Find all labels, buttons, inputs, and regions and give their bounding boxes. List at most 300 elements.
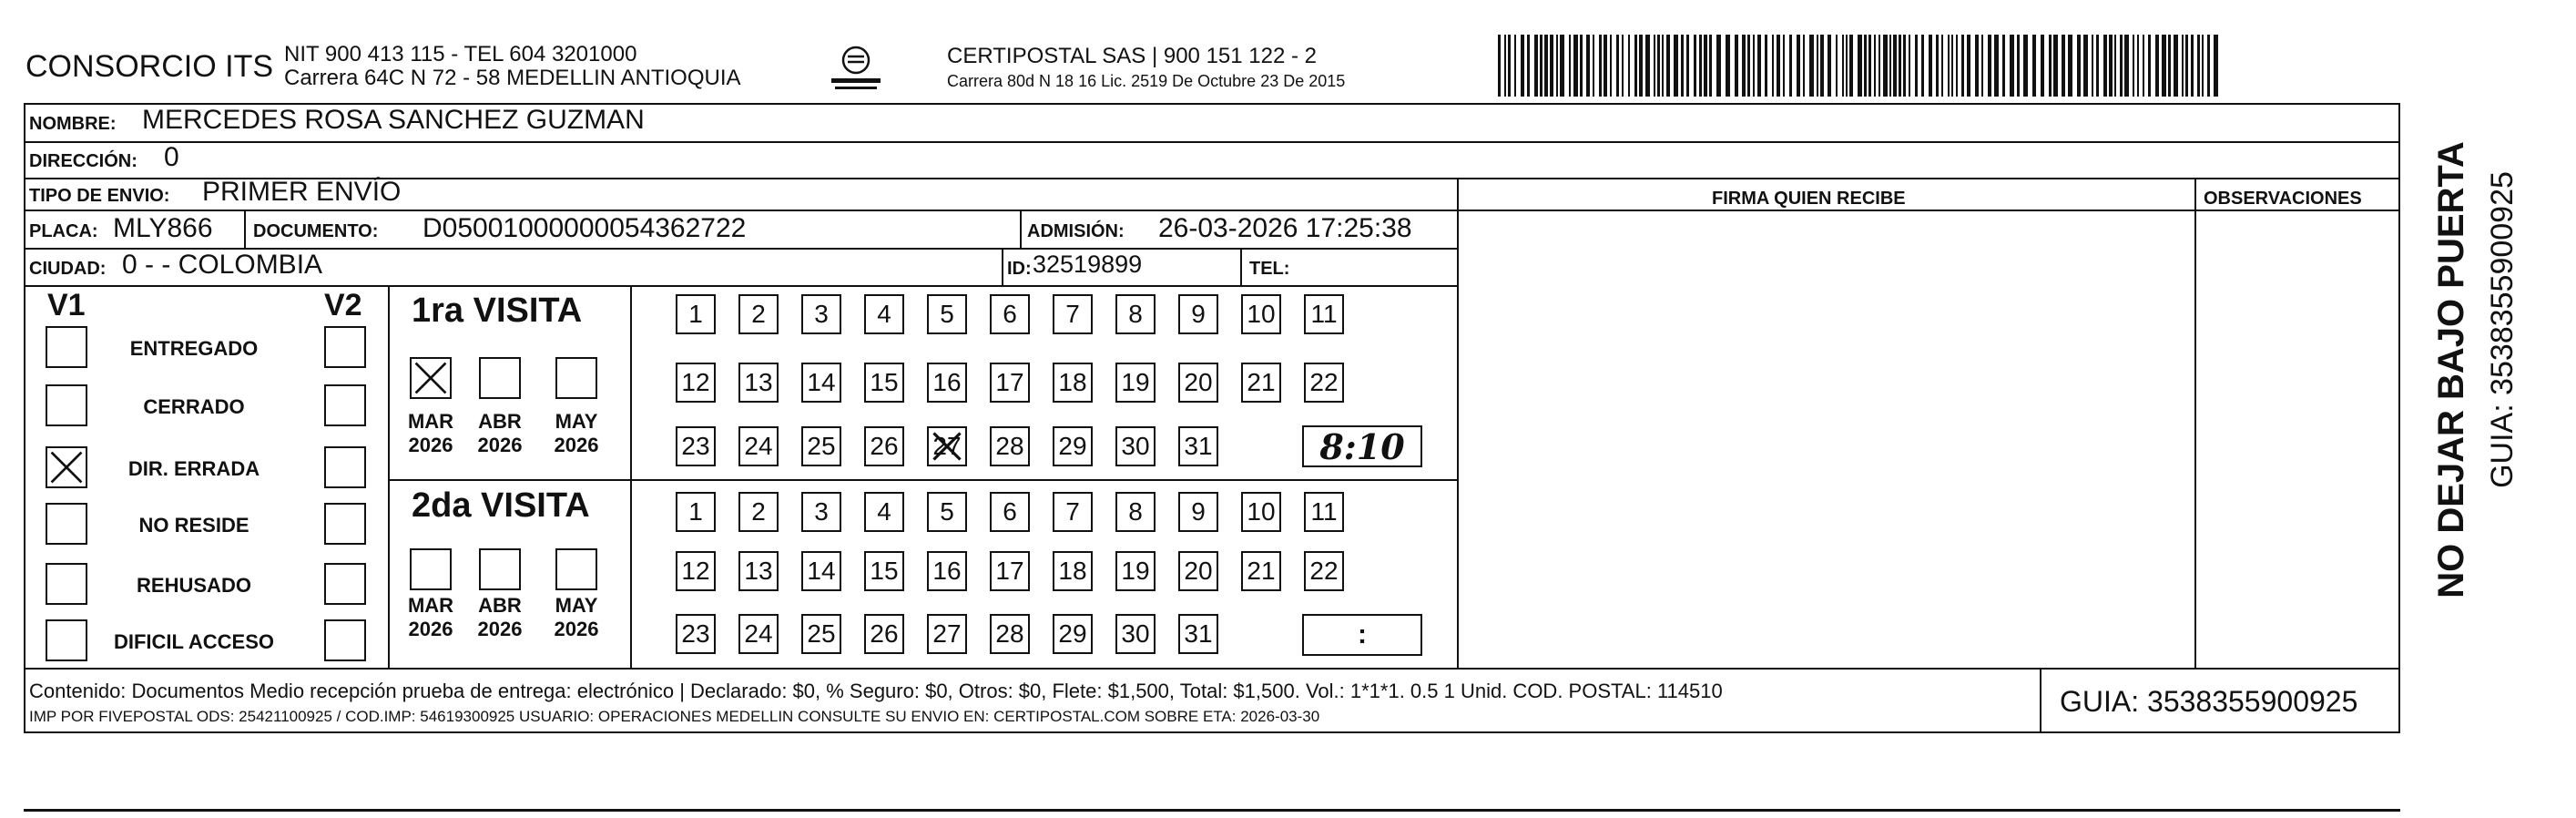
barcode-bar [1504, 35, 1506, 97]
visit1-day-number: 16 [932, 368, 962, 396]
barcode-bar [1622, 35, 1624, 97]
visit1-day-box [990, 363, 1030, 403]
barcode-bar [1951, 35, 1953, 97]
status-label: ENTREGADO [129, 337, 259, 360]
visit1-day-number: 30 [1121, 432, 1150, 460]
visit2-year-label: 2026 [408, 618, 453, 640]
barcode-bar [2103, 35, 2107, 97]
barcode-bar [2120, 35, 2123, 97]
barcode-bar [1709, 35, 1712, 97]
visit2-day-box [990, 492, 1030, 532]
visit2-year-label: 2026 [477, 618, 523, 640]
direccion-label: DIRECCIÓN: [29, 151, 137, 171]
visit2-day-box [676, 614, 716, 654]
visit1-day-box [1053, 363, 1093, 403]
barcode-bar [1820, 35, 1824, 97]
barcode-bar [2049, 35, 2052, 97]
barcode-bar [1849, 35, 1853, 97]
admision-label: ADMISIÓN: [1027, 221, 1125, 241]
barcode-bar [2202, 35, 2204, 97]
visit2-day-box [1115, 614, 1156, 654]
firma-header: FIRMA QUIEN RECIBE [1712, 189, 1906, 209]
visit2-day-number: 18 [1058, 557, 1087, 585]
barcode-bar [2168, 35, 2171, 97]
visit1-day-number: 17 [995, 368, 1024, 396]
barcode-bar [1580, 35, 1583, 97]
barcode-bar [2077, 35, 2081, 97]
visit1-day-box [1115, 294, 1156, 334]
visit1-day-box [676, 426, 716, 466]
nombre-value: MERCEDES ROSA SANCHEZ GUZMAN [142, 105, 645, 135]
barcode-bar [1797, 35, 1800, 97]
visit2-day-number: 22 [1309, 557, 1339, 585]
visit1-day-box [990, 294, 1030, 334]
visit2-day-box [801, 551, 841, 591]
barcode-bar [2143, 35, 2144, 97]
barcode-bar [1569, 35, 1571, 97]
barcode-bar [1726, 35, 1730, 97]
visit1-day-number: 25 [807, 432, 836, 460]
direccion-row [24, 141, 2400, 179]
visit1-time-box [1302, 425, 1422, 467]
barcode-bar [1753, 35, 1755, 97]
visit1-month-label: MAY [555, 410, 598, 433]
barcode-bar [1889, 35, 1891, 97]
visit2-day-number: 15 [870, 557, 899, 585]
courier-address: Carrera 80d N 18 16 Lic. 2519 De Octubre 23 De 2015 [947, 72, 1346, 90]
barcode-bar [1809, 35, 1814, 97]
visit2-day-box [1053, 614, 1093, 654]
visit1-day-number: 27 [932, 432, 962, 460]
barcode-bar [2182, 35, 2184, 97]
barcode-bar [1936, 35, 1939, 97]
visit2-day-box [1241, 551, 1281, 591]
status-label: DIFICIL ACCESO [113, 630, 274, 653]
visit2-day-box [864, 614, 904, 654]
barcode-bar [1879, 35, 1880, 97]
visit2-month-checkbox [479, 548, 521, 590]
barcode-bar [2096, 35, 2099, 97]
barcode-bar [1842, 35, 1844, 97]
side-panel [2411, 100, 2566, 647]
barcode-bar [2109, 35, 2113, 97]
visit2-day-box [1241, 492, 1281, 532]
visit2-day-box [801, 614, 841, 654]
visit2-day-number: 23 [681, 619, 710, 648]
visit1-day-box [1304, 294, 1344, 334]
visit1-day-box [1241, 294, 1281, 334]
barcode-bar [1981, 35, 1983, 97]
barcode-bar [1704, 35, 1707, 97]
visit1-day-box [927, 363, 967, 403]
company-address: Carrera 64C N 72 - 58 MEDELLIN ANTIOQUIA [284, 66, 741, 90]
v1-header: V1 [47, 288, 86, 322]
ciudad-value: 0 - - COLOMBIA [122, 250, 323, 280]
barcode-bar [1681, 35, 1684, 97]
visit1-day-number: 26 [870, 432, 899, 460]
status-label: NO RESIDE [138, 514, 249, 537]
barcode-bar [1777, 35, 1780, 97]
visit2-day-number: 12 [681, 557, 710, 585]
visit1-day-number: 12 [681, 368, 710, 396]
visit1-day-number: 31 [1184, 432, 1213, 460]
visit2-month-label: MAY [555, 594, 598, 617]
visit2-month-checkbox [410, 548, 452, 590]
barcode-bar [2133, 35, 2134, 97]
visit1-month-checkbox [479, 357, 521, 399]
visit2-day-number: 31 [1184, 619, 1213, 648]
visit2-day-number: 9 [1191, 497, 1206, 526]
visit2-day-box [1178, 492, 1218, 532]
barcode-bar [1666, 35, 1670, 97]
visit2-day-box [927, 551, 967, 591]
visit2-title: 2da VISITA [412, 486, 590, 525]
visit1-day-number: 13 [744, 368, 773, 396]
v2-header: V2 [324, 288, 362, 322]
barcode-bar [2137, 35, 2139, 97]
visit1-day-number: 19 [1121, 368, 1150, 396]
barcode-bar [1868, 35, 1871, 97]
id-label: ID: [1007, 259, 1032, 279]
visit1-day-box [676, 363, 716, 403]
visit2-day-box [990, 551, 1030, 591]
documento-value: D05001000000054362722 [423, 213, 747, 243]
visit1-day-number: 10 [1247, 300, 1276, 328]
visit1-day-number: 7 [1065, 300, 1080, 328]
barcode-bar [1544, 35, 1548, 97]
tipo-value: PRIMER ENVÍO [202, 177, 402, 207]
company-nit: NIT 900 413 115 - TEL 604 3201000 [284, 42, 637, 66]
barcode-bar [1735, 35, 1738, 97]
visit2-day-box [738, 492, 779, 532]
barcode-bar [1817, 35, 1818, 97]
company-name: CONSORCIO ITS [25, 49, 274, 84]
barcode-bar [1534, 35, 1538, 97]
documento-label: DOCUMENTO: [253, 221, 379, 241]
barcode-bar [1694, 35, 1696, 97]
visit2-day-number: 24 [744, 619, 773, 648]
barcode-bar [1903, 35, 1906, 97]
visit2-day-box [1304, 492, 1344, 532]
visit2-day-box [1115, 492, 1156, 532]
visit1-day-box [1053, 426, 1093, 466]
visit1-day-box [990, 426, 1030, 466]
barcode-bar [1662, 35, 1664, 97]
barcode-bar [1686, 35, 1689, 97]
visit1-day-box [864, 426, 904, 466]
barcode-bar [1508, 35, 1511, 97]
visit2-day-number: 2 [751, 497, 766, 526]
visit1-day-box [1178, 363, 1218, 403]
visit2-day-box [1178, 551, 1218, 591]
barcode-bar [1967, 35, 1970, 97]
barcode-bar [1921, 35, 1924, 97]
barcode-bar [1783, 35, 1785, 97]
visit2-day-number: 29 [1058, 619, 1087, 648]
visit1-day-number: 28 [995, 432, 1024, 460]
visit1-day-box [1178, 426, 1218, 466]
tipo-label: TIPO DE ENVIO: [29, 186, 170, 206]
visit1-day-number: 21 [1247, 368, 1276, 396]
barcode-bar [1654, 35, 1655, 97]
visit1-month-label: MAR [407, 410, 454, 433]
barcode-bar [1540, 35, 1543, 97]
visit2-day-number: 26 [870, 619, 899, 648]
visit2-day-box [676, 551, 716, 591]
barcode-bar [2162, 35, 2166, 97]
visit2-day-number: 20 [1184, 557, 1213, 585]
admision-value: 26-03-2026 17:25:38 [1158, 213, 1412, 243]
barcode-bar [1828, 35, 1831, 97]
footer-imp: IMP POR FIVEPOSTAL ODS: 25421100925 / COD.IMP: 54619300925 USUARIO: OPERACIONES MEDELLIN CONSULTE SU ENVIO EN: CERTIPOSTAL.COM SOBRE ETA: 2026-03-30 [29, 708, 1320, 725]
visit1-day-box [927, 294, 967, 334]
visit2-day-box [864, 551, 904, 591]
visit1-day-box [1053, 294, 1093, 334]
visit1-year-label: 2026 [554, 434, 599, 456]
id-value: 32519899 [1033, 251, 1143, 278]
visit2-day-box [1053, 551, 1093, 591]
visit2-day-box [801, 492, 841, 532]
visit1-time: 8:10 [1319, 425, 1405, 467]
status-label: DIR. ERRADA [127, 457, 260, 480]
barcode-bar [1616, 35, 1619, 97]
visit1-day-box [1304, 363, 1344, 403]
barcode-bar [1757, 35, 1761, 97]
visit1-day-box [1115, 363, 1156, 403]
visit2-day-box [1115, 551, 1156, 591]
visit1-day-number: 14 [807, 368, 836, 396]
barcode-bar [1961, 35, 1964, 97]
barcode-bar [1498, 35, 1501, 97]
visit1-title: 1ra VISITA [412, 291, 583, 330]
visit2-day-number: 19 [1121, 557, 1150, 585]
certipostal-logo [824, 42, 888, 97]
tel-label: TEL: [1249, 259, 1290, 279]
barcode-bar [1634, 35, 1637, 97]
visit1-day-box [1178, 294, 1218, 334]
barcode-bar [2197, 35, 2200, 97]
visit2-day-box [676, 492, 716, 532]
courier-name: CERTIPOSTAL SAS | 900 151 122 - 2 [947, 44, 1317, 68]
observaciones-header: OBSERVACIONES [2204, 189, 2362, 209]
visit1-day-box [676, 294, 716, 334]
barcode-bar [1994, 35, 1999, 97]
barcode-bar [1514, 35, 1516, 97]
barcode-bar [1929, 35, 1932, 97]
visit1-day-number: 1 [688, 300, 703, 328]
barcode-bar [1948, 35, 1950, 97]
barcode-bar [2017, 35, 2020, 97]
barcode-bar [2053, 35, 2058, 97]
barcode-bar [2032, 35, 2036, 97]
barcode-bar [1765, 35, 1767, 97]
visit2-day-number: 21 [1247, 557, 1276, 585]
barcode-bar [1628, 35, 1630, 97]
visit2-day-number: 4 [877, 497, 891, 526]
visit1-day-number: 23 [681, 432, 710, 460]
visit1-day-number: 15 [870, 368, 899, 396]
barcode-bar [1586, 35, 1590, 97]
visit2-day-number: 13 [744, 557, 773, 585]
footer-guia: GUIA: 3538355900925 [2060, 685, 2358, 718]
visit1-day-number: 2 [751, 300, 766, 328]
barcode-bar [2023, 35, 2028, 97]
barcode-bar [1846, 35, 1848, 97]
side-warning: NO DEJAR BAJO PUERTA [2431, 141, 2471, 598]
visit2-day-number: 5 [940, 497, 954, 526]
visit1-year-label: 2026 [477, 434, 523, 456]
barcode-bar [1604, 35, 1607, 97]
barcode-bar [2207, 35, 2210, 97]
visit2-year-label: 2026 [554, 618, 599, 640]
visit2-day-box [1053, 492, 1093, 532]
ciudad-label: CIUDAD: [29, 259, 107, 279]
visit2-day-box [738, 614, 779, 654]
visit2-day-box [738, 551, 779, 591]
barcode-bar [1599, 35, 1602, 97]
barcode-bar [1836, 35, 1838, 97]
direccion-value: 0 [164, 142, 179, 172]
barcode-bar [1988, 35, 1991, 97]
visit2-day-number: 6 [1003, 497, 1017, 526]
barcode-bar [2002, 35, 2005, 97]
visit1-day-number: 11 [1310, 300, 1338, 328]
barcode-bar [1909, 35, 1910, 97]
visit2-day-box [990, 614, 1030, 654]
bottom-rule [24, 809, 2400, 812]
visit2-day-box [927, 614, 967, 654]
side-guia: GUIA: 3538355900925 [2485, 171, 2520, 488]
visit1-day-box [801, 294, 841, 334]
placa-label: PLACA: [29, 221, 98, 241]
barcode-bar [1747, 35, 1750, 97]
barcode-bar [1657, 35, 1660, 97]
barcode-bar [1874, 35, 1876, 97]
barcode-bar [1527, 35, 1530, 97]
status-label: CERRADO [143, 395, 245, 418]
visit1-day-number: 29 [1058, 432, 1087, 460]
barcode-bar [2092, 35, 2093, 97]
visit2-time-box [1302, 614, 1422, 656]
visit1-day-number: 6 [1003, 300, 1017, 328]
visit2-day-number: 14 [807, 557, 836, 585]
visit2-day-box [1304, 551, 1344, 591]
barcode-bar [2148, 35, 2151, 97]
visit2-day-number: 3 [814, 497, 829, 526]
visit1-day-box [864, 294, 904, 334]
visit1-day-box [1115, 426, 1156, 466]
visit2-day-number: 1 [688, 497, 703, 526]
barcode-bar [1639, 35, 1643, 97]
visit1-month-checkbox [555, 357, 597, 399]
barcode-bar [1899, 35, 1901, 97]
barcode-bar [2191, 35, 2194, 97]
visit2-day-number: 25 [807, 619, 836, 648]
barcode-bar [1742, 35, 1746, 97]
barcode-bar [1573, 35, 1578, 97]
visit2-day-number: 27 [932, 619, 962, 648]
visit2-day-number: 28 [995, 619, 1024, 648]
footer-contenido: Contenido: Documentos Medio recepción prueba de entrega: electrónico | Declarado: $0, % Seguro: $0, Otros: $0, Flete: $1,500, Total: $1,500. Vol.: 1*1*1. 0.5 1 Unid. COD. POSTAL: 114510 [29, 680, 1723, 702]
visit1-day-number: 9 [1191, 300, 1206, 328]
barcode-bar [1956, 35, 1958, 97]
visit1-year-label: 2026 [408, 434, 453, 456]
barcode-bar [1645, 35, 1650, 97]
barcode-bar [1674, 35, 1678, 97]
barcode-bar [2114, 35, 2116, 97]
visit1-day-number: 22 [1309, 368, 1339, 396]
barcode [1498, 35, 2222, 97]
visit1-month-label: ABR [478, 410, 522, 433]
barcode-bar [1716, 35, 1721, 97]
barcode-bar [1915, 35, 1918, 97]
visit2-month-label: MAR [407, 594, 454, 617]
barcode-bar [1789, 35, 1792, 97]
barcode-bar [1883, 35, 1888, 97]
barcode-bar [1772, 35, 1774, 97]
status-label: REHUSADO [137, 574, 251, 597]
visit2-day-number: 30 [1121, 619, 1150, 648]
visit2-time: : [1358, 619, 1367, 649]
visit2-day-number: 7 [1065, 497, 1080, 526]
visit2-month-label: ABR [478, 594, 522, 617]
visit2-day-number: 16 [932, 557, 962, 585]
barcode-bar [1975, 35, 1979, 97]
barcode-bar [1858, 35, 1862, 97]
visit2-month-checkbox [555, 548, 597, 590]
barcode-bar [2062, 35, 2065, 97]
barcode-bar [2083, 35, 2088, 97]
placa-value: MLY866 [113, 213, 213, 243]
visit1-month-checkbox [410, 357, 452, 399]
visit1-day-box [801, 363, 841, 403]
visit2-day-box [1178, 614, 1218, 654]
barcode-bar [2041, 35, 2044, 97]
barcode-bar [1550, 35, 1553, 97]
barcode-bar [1699, 35, 1702, 97]
barcode-bar [1610, 35, 1612, 97]
visit2-day-number: 17 [995, 557, 1024, 585]
barcode-bar [1560, 35, 1564, 97]
visit1-day-number: 4 [877, 300, 891, 328]
visit1-day-box [864, 363, 904, 403]
barcode-bar [1556, 35, 1558, 97]
visit2-day-box [927, 492, 967, 532]
barcode-bar [2174, 35, 2178, 97]
visit1-day-box [801, 426, 841, 466]
barcode-bar [1593, 35, 1594, 97]
visit1-day-box [738, 426, 779, 466]
visit1-day-number: 8 [1128, 300, 1143, 328]
barcode-bar [1893, 35, 1897, 97]
barcode-bar [2214, 35, 2218, 97]
visit2-day-number: 10 [1247, 497, 1276, 526]
visit2-day-number: 8 [1128, 497, 1143, 526]
visit1-day-number: 18 [1058, 368, 1087, 396]
visit1-day-number: 20 [1184, 368, 1213, 396]
barcode-bar [2010, 35, 2014, 97]
visit1-day-number: 5 [940, 300, 954, 328]
visit2-day-box [864, 492, 904, 532]
visit1-day-box [1241, 363, 1281, 403]
nombre-label: NOMBRE: [29, 114, 117, 134]
barcode-bar [2185, 35, 2188, 97]
visit1-day-number: 3 [814, 300, 829, 328]
barcode-bar [1941, 35, 1943, 97]
barcode-bar [2155, 35, 2159, 97]
visit1-day-box [927, 426, 967, 466]
visit1-day-box [738, 363, 779, 403]
